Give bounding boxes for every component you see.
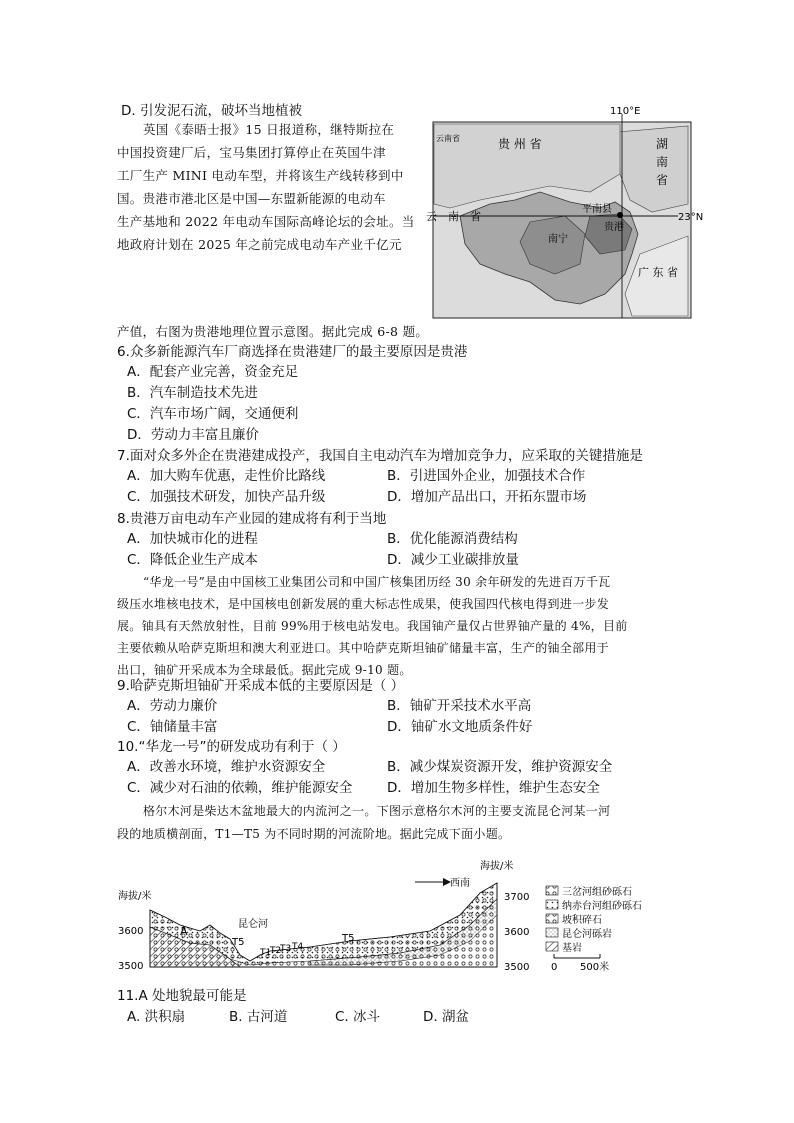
question-stem: 7.面对众多外企在贵港建成投产，我国自主电动汽车为增加竞争力，应采取的关键措施是 — [117, 448, 643, 464]
question-7 — [117, 446, 717, 508]
map-label-guangdong: 广 东 省 — [638, 266, 678, 279]
legend-swatch — [546, 914, 558, 923]
direction-label: 西南 — [450, 878, 470, 889]
option-c: C．铀储量丰富 — [127, 719, 218, 735]
legend-swatch — [546, 886, 558, 895]
passage-line: 工厂生产 MINI 电动车型，并将该生产线转移到中 — [117, 168, 404, 183]
option-c: C．加强技术研发，加快产品升级 — [127, 489, 326, 505]
terrace-label: T5 — [232, 937, 245, 948]
left-tick-3600: 3600 — [118, 926, 144, 937]
legend-item: 三岔河组砂砾石 — [562, 887, 632, 898]
river-label: 昆仑河 — [238, 919, 268, 930]
passage-ev-industry — [117, 120, 429, 255]
latitude-label: 23°N — [678, 212, 704, 223]
question-stem: 8.贵港万亩电动车产业园的建成将有利于当地 — [117, 511, 387, 527]
question-stem: 9.哈萨克斯坦铀矿开采成本低的主要原因是（ ） — [117, 678, 405, 694]
question-stem: 11.A 处地貌最可能是 — [117, 988, 247, 1004]
passage-line: 中国投资建厂后，宝马集团打算停止在英国牛津 — [117, 145, 386, 160]
option-a: A．劳动力廉价 — [127, 698, 218, 714]
question-10 — [117, 737, 717, 799]
legend-swatch — [546, 928, 558, 937]
prev-question-option-d: D. 引发泥石流，破坏当地植被 — [121, 103, 302, 119]
map-label-yunnan: 云－南－省 — [426, 210, 481, 223]
map-label-hunan-2: 南 — [656, 155, 669, 169]
option-c: C. 冰斗 — [335, 1009, 381, 1025]
scale-end: 500米 — [580, 962, 610, 973]
option-d: D. 湖盆 — [423, 1009, 469, 1025]
right-tick-3700: 3700 — [504, 892, 530, 903]
passage-line: 段的地质横剖面，T1—T5 为不同时期的河流阶地。据此完成下面小题。 — [117, 827, 511, 841]
terrace-label: T1 — [260, 948, 272, 958]
question-stem: 6.众多新能源汽车厂商选择在贵港建厂的最主要原因是贵港 — [117, 344, 468, 360]
legend-item: 昆仑河砾岩 — [562, 929, 612, 940]
question-stem: 10.“华龙一号”的研发成功有利于（ ） — [117, 739, 346, 755]
longitude-label: 110°E — [610, 106, 641, 117]
terrace-label: T2 — [270, 946, 282, 956]
terrace-label: T5 — [342, 933, 355, 944]
question-6 — [117, 342, 467, 446]
option-c: C．减少对石油的依赖，维护能源安全 — [127, 780, 353, 796]
passage-line: 展。铀具有天然放射性，目前 99%用于核电站发电。我国铀产量仅占世界铀产量的 4%，目前 — [117, 619, 628, 633]
map-label-nanning: 南宁 — [548, 234, 568, 245]
point-a-label: A — [180, 925, 188, 938]
option-d: D．增加生物多样性，维护生态安全 — [387, 780, 600, 796]
option-b: B．铀矿开采技术水平高 — [387, 698, 532, 714]
option-b: B．引进国外企业，加强技术合作 — [387, 468, 586, 484]
right-tick-3500: 3500 — [504, 962, 530, 973]
geological-cross-section — [110, 855, 690, 980]
option-a: A．配套产业完善，资金充足 — [127, 364, 299, 380]
map-label-yunnan-small: 云南省 — [436, 134, 460, 143]
map-label-hunan-3: 省 — [656, 173, 669, 187]
option-d: D．铀矿水文地质条件好 — [387, 719, 533, 735]
passage-golmud-river — [117, 800, 610, 846]
option-d: D．增加产品出口，开拓东盟市场 — [387, 489, 587, 505]
option-a: A．加大购车优惠，走性价比路线 — [127, 468, 326, 484]
passage-line: 级压水堆核电技术，是中国核电创新发展的重大标志性成果，使我国四代核电得到进一步发 — [117, 597, 610, 611]
option-b: B. 古河道 — [229, 1009, 288, 1025]
left-tick-3500: 3500 — [118, 961, 144, 972]
option-d: D．劳动力丰富且廉价 — [127, 427, 259, 443]
legend-swatch — [546, 942, 558, 951]
option-c: C．汽车市场广阔，交通便利 — [127, 406, 299, 422]
legend-item: 坡积碎石 — [562, 915, 602, 926]
legend-item: 基岩 — [562, 943, 582, 954]
option-d: D．减少工业碳排放量 — [387, 552, 519, 568]
passage-line: 地政府计划在 2025 年之前完成电动车产业千亿元 — [117, 237, 402, 252]
passage-line: 英国《泰晤士报》15 日报道称，继特斯拉在 — [143, 122, 395, 137]
passage-line: 格尔木河是柴达木盆地最大的内流河之一。下图示意格尔木河的主要支流昆仑河某一河 — [143, 804, 611, 818]
scale-start: 0 — [551, 962, 558, 973]
passage-line: 主要依赖从哈萨克斯坦和澳大利亚进口。其中哈萨克斯坦铀矿储量丰富，生产的铀全部用于 — [117, 641, 610, 655]
question-11 — [117, 986, 717, 1028]
option-a: A．加快城市化的进程 — [127, 531, 258, 547]
passage-hualong-one — [117, 571, 628, 681]
option-c: C．降低企业生产成本 — [127, 552, 258, 568]
map-label-pingnan: 平南县 — [582, 204, 612, 215]
option-b: B．汽车制造技术先进 — [127, 385, 258, 401]
map-label-guigang: 贵港 — [604, 222, 624, 233]
passage-line: 生产基地和 2022 年电动车国际高峰论坛的会址。当 — [117, 214, 415, 229]
left-axis-title: 海拔/米 — [118, 891, 152, 902]
map-label-hunan-1: 湖 — [656, 137, 669, 151]
option-a: A. 洪积扇 — [127, 1009, 186, 1025]
passage-line: 出口，铀矿开采成本为全球最低。据此完成 9-10 题。 — [117, 663, 412, 677]
question-8 — [117, 509, 717, 571]
right-axis-title: 海拔/米 — [480, 861, 514, 872]
terrace-label: T4 — [292, 942, 304, 952]
legend-swatch — [546, 900, 558, 909]
passage-last-line: 产值，右图为贵港地理位置示意图。据此完成 6-8 题。 — [117, 324, 429, 339]
legend-item: 纳赤台河组砂砾石 — [562, 901, 642, 912]
map-label-guizhou: 贵 州 省 — [498, 137, 542, 151]
question-9 — [117, 676, 717, 738]
option-a: A．改善水环境，维护水资源安全 — [127, 759, 326, 775]
terrace-label: T3 — [280, 944, 292, 954]
option-b: B．减少煤炭资源开发，维护资源安全 — [387, 759, 613, 775]
guigang-location-map — [420, 104, 704, 320]
right-tick-3600: 3600 — [504, 927, 530, 938]
passage-line: “华龙一号”是由中国核工业集团公司和中国广核集团历经 30 余年研发的先进百万千瓦 — [143, 575, 611, 589]
option-b: B．优化能源消费结构 — [387, 531, 518, 547]
passage-line: 国。贵港市港北区是中国—东盟新能源的电动车 — [117, 191, 386, 206]
